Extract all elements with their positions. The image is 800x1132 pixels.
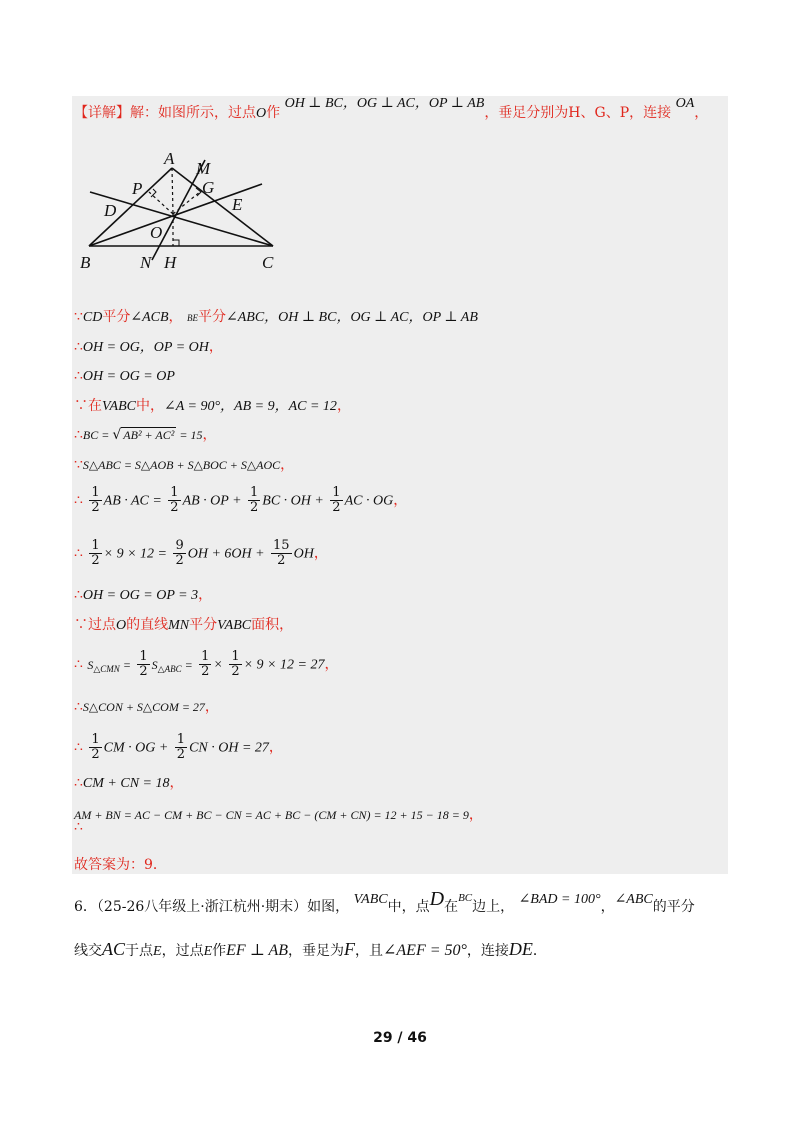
label-h: H: [164, 253, 177, 272]
step-line: ∴ $\frac{1}{2}$ × 9 × 12 = $\frac{9}{2}$ OH + 6OH + $\frac{15}{2}$ OH，: [74, 538, 328, 568]
label-g: G: [202, 178, 215, 197]
step-line: ∵S△ABC = S△AOB + S△BOC + S△AOC，: [74, 457, 295, 473]
label-p: P: [132, 179, 143, 198]
perpendicular-conditions: OH ⊥ BC，OG ⊥ AC，OP ⊥ AB: [284, 96, 485, 111]
step-line: ∴OH = OG，OP = OH，: [74, 339, 223, 355]
step-line: ∴CM + CN = 18，: [74, 775, 184, 791]
step-line: ∴ $S_{\triangle CMN}$ = $\frac{1}{2}$ $S_{\triangle ABC}$ = $\frac{1}{2}$ × $\frac{1}{2}$ × 9 × 12 = 27，: [74, 649, 339, 679]
step-line: ∵CD平分∠ACB， BE平分∠ABC，OH ⊥ BC，OG ⊥ AC，OP ⊥ AB: [74, 309, 478, 325]
intro-line: 【详解】解：如图所示，过点O作 OH ⊥ BC，OG ⊥ AC，OP ⊥ AB，垂足分别为H、G、P，连接 OA，: [74, 96, 709, 121]
label-o: O: [150, 223, 163, 242]
label-d: D: [104, 201, 117, 220]
step-line: ∴ $\frac{1}{2}$ CM · OG + $\frac{1}{2}$ CN · OH = 27，: [74, 732, 283, 762]
problem-6-line-1: 6．（25-26八年级上·浙江杭州·期末）如图， VABC中，点D在$^{BC}$边上， ∠BAD = 100°，∠ABC的平分: [74, 888, 695, 915]
geometry-figure: [78, 148, 288, 272]
label-n: N: [140, 253, 152, 272]
step-line: ∴ $\frac{1}{2}$ AB · AC = $\frac{1}{2}$ AB · OP + $\frac{1}{2}$ BC · OH + $\frac{1}{2}$ AC · OG，: [74, 485, 408, 515]
problem-6-line-2: 线交AC于点E，过点E作EF ⊥ AB，垂足为F，且∠AEF = 50°，连接DE．: [74, 939, 547, 959]
step-line: ∴BC = √ AB² + AC² = 15，: [74, 427, 217, 443]
answer-line: 故答案为：9．: [74, 857, 167, 873]
segment-oa: [172, 168, 173, 214]
label-b: B: [80, 253, 91, 272]
therefore-symbol: ∴: [74, 819, 83, 835]
label-e: E: [232, 195, 243, 214]
step-line: ∴S△CON + S△COM = 27，: [74, 699, 219, 715]
step-line: ∵在VABC中，∠A = 90°，AB = 9，AC = 12，: [74, 398, 351, 414]
step-line: AM + BN = AC − CM + BC − CN = AC + BC − (CM + CN) = 12 + 15 − 18 = 9，: [74, 807, 483, 823]
step-line: ∴OH = OG = OP = 3，: [74, 587, 213, 603]
label-c: C: [262, 253, 274, 272]
segment-ac: [172, 168, 273, 246]
label-m: M: [196, 159, 211, 178]
page-number: 29 / 46: [373, 1030, 427, 1046]
step-line: ∵过点O的直线MN平分VABC面积，: [74, 617, 294, 633]
step-line: ∴OH = OG = OP: [74, 368, 175, 384]
detail-label: 【详解】: [74, 105, 130, 121]
label-a: A: [164, 149, 175, 168]
